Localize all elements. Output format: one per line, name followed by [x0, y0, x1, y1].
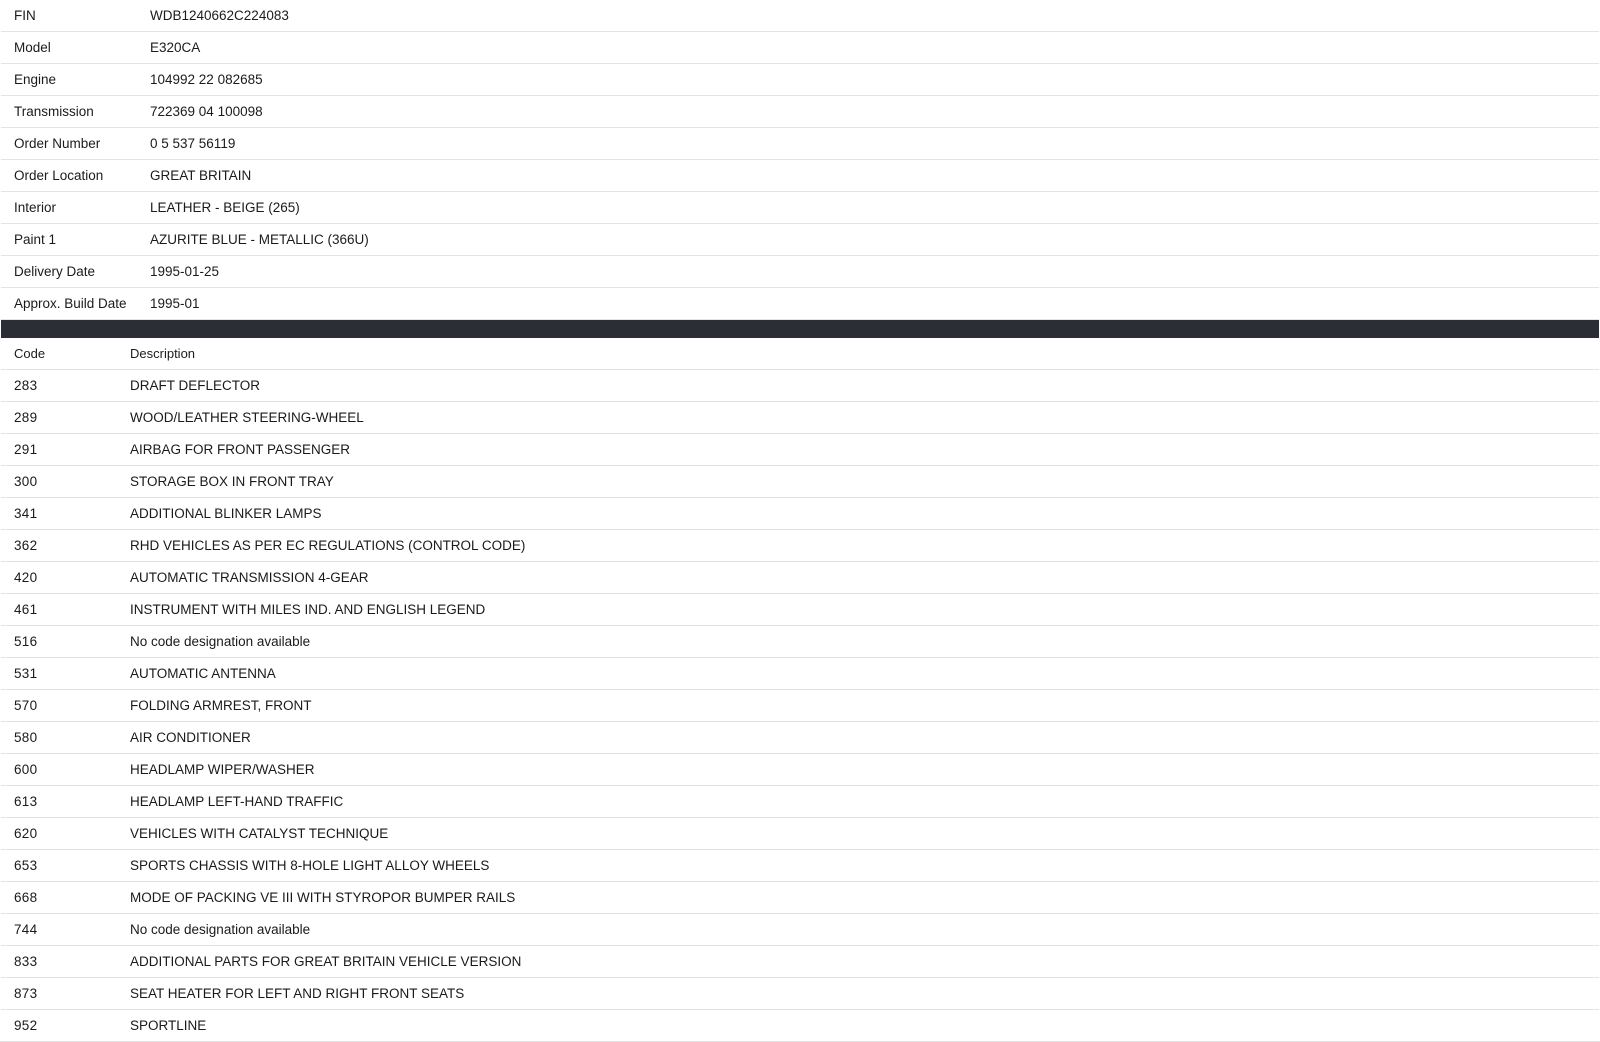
option-description: AUTOMATIC TRANSMISSION 4-GEAR	[72, 562, 1600, 594]
option-description: SPORTLINE	[72, 1010, 1600, 1042]
table-row	[0, 498, 1600, 530]
table-row	[0, 434, 1600, 466]
section-divider	[0, 320, 1600, 338]
table-row	[0, 946, 1600, 978]
table-row	[0, 370, 1600, 402]
option-description: SEAT HEATER FOR LEFT AND RIGHT FRONT SEATS	[72, 978, 1600, 1010]
table-row	[0, 32, 1600, 64]
spec-value: AZURITE BLUE - METALLIC (366U)	[150, 224, 1600, 256]
spec-value: 0 5 537 56119	[150, 128, 1600, 160]
spec-label: Order Location	[0, 160, 150, 192]
spec-label: Delivery Date	[0, 256, 150, 288]
table-row	[0, 466, 1600, 498]
option-code: 600	[0, 754, 72, 786]
spec-label: FIN	[0, 0, 150, 32]
table-row	[0, 882, 1600, 914]
table-row	[0, 754, 1600, 786]
option-description: AIRBAG FOR FRONT PASSENGER	[72, 434, 1600, 466]
table-header-row	[0, 338, 1600, 370]
table-row	[0, 978, 1600, 1010]
table-row	[0, 96, 1600, 128]
option-description: MODE OF PACKING VE III WITH STYROPOR BUMPER RAILS	[72, 882, 1600, 914]
spec-label: Interior	[0, 192, 150, 224]
spec-label: Order Number	[0, 128, 150, 160]
column-header-description: Description	[72, 338, 1600, 370]
spec-value: 104992 22 082685	[150, 64, 1600, 96]
spec-value: E320CA	[150, 32, 1600, 64]
spec-label: Approx. Build Date	[0, 288, 150, 320]
table-row	[0, 224, 1600, 256]
option-description: WOOD/LEATHER STEERING-WHEEL	[72, 402, 1600, 434]
option-description: AUTOMATIC ANTENNA	[72, 658, 1600, 690]
table-row	[0, 786, 1600, 818]
table-row	[0, 192, 1600, 224]
table-row	[0, 562, 1600, 594]
option-description: DRAFT DEFLECTOR	[72, 370, 1600, 402]
table-row	[0, 0, 1600, 32]
option-code: 873	[0, 978, 72, 1010]
spec-label: Engine	[0, 64, 150, 96]
vehicle-spec-table	[0, 0, 1600, 320]
table-row	[0, 658, 1600, 690]
spec-value: 1995-01	[150, 288, 1600, 320]
option-codes-body	[0, 370, 1600, 1042]
spec-value: WDB1240662C224083	[150, 0, 1600, 32]
option-code: 744	[0, 914, 72, 946]
option-code: 952	[0, 1010, 72, 1042]
spec-value: 722369 04 100098	[150, 96, 1600, 128]
vehicle-spec-body	[0, 0, 1600, 320]
table-row	[0, 914, 1600, 946]
table-row	[0, 818, 1600, 850]
option-code: 516	[0, 626, 72, 658]
table-row	[0, 160, 1600, 192]
table-row	[0, 288, 1600, 320]
option-description: STORAGE BOX IN FRONT TRAY	[72, 466, 1600, 498]
spec-label: Paint 1	[0, 224, 150, 256]
option-code: 420	[0, 562, 72, 594]
table-row	[0, 850, 1600, 882]
option-description: RHD VEHICLES AS PER EC REGULATIONS (CONTROL CODE)	[72, 530, 1600, 562]
spec-label: Transmission	[0, 96, 150, 128]
option-code: 653	[0, 850, 72, 882]
spec-value: GREAT BRITAIN	[150, 160, 1600, 192]
option-description: INSTRUMENT WITH MILES IND. AND ENGLISH LEGEND	[72, 594, 1600, 626]
option-code: 668	[0, 882, 72, 914]
option-description: FOLDING ARMREST, FRONT	[72, 690, 1600, 722]
table-row	[0, 530, 1600, 562]
table-row	[0, 1010, 1600, 1042]
option-code: 570	[0, 690, 72, 722]
option-description: ADDITIONAL PARTS FOR GREAT BRITAIN VEHICLE VERSION	[72, 946, 1600, 978]
table-row	[0, 594, 1600, 626]
table-row	[0, 402, 1600, 434]
option-codes-header	[0, 338, 1600, 370]
option-code: 283	[0, 370, 72, 402]
table-row	[0, 64, 1600, 96]
left-gutter	[0, 0, 1, 1024]
option-code: 289	[0, 402, 72, 434]
option-code: 531	[0, 658, 72, 690]
option-code: 291	[0, 434, 72, 466]
option-description: VEHICLES WITH CATALYST TECHNIQUE	[72, 818, 1600, 850]
option-code: 362	[0, 530, 72, 562]
option-description: No code designation available	[72, 626, 1600, 658]
option-code: 461	[0, 594, 72, 626]
option-code: 833	[0, 946, 72, 978]
option-description: SPORTS CHASSIS WITH 8-HOLE LIGHT ALLOY WHEELS	[72, 850, 1600, 882]
spec-label: Model	[0, 32, 150, 64]
table-row	[0, 722, 1600, 754]
option-code: 341	[0, 498, 72, 530]
spec-value: LEATHER - BEIGE (265)	[150, 192, 1600, 224]
option-codes-table	[0, 338, 1600, 1042]
option-code: 613	[0, 786, 72, 818]
option-code: 580	[0, 722, 72, 754]
option-description: ADDITIONAL BLINKER LAMPS	[72, 498, 1600, 530]
option-description: No code designation available	[72, 914, 1600, 946]
table-row	[0, 626, 1600, 658]
option-description: HEADLAMP WIPER/WASHER	[72, 754, 1600, 786]
option-description: HEADLAMP LEFT-HAND TRAFFIC	[72, 786, 1600, 818]
column-header-code: Code	[0, 338, 72, 370]
table-row	[0, 128, 1600, 160]
table-row	[0, 690, 1600, 722]
table-row	[0, 256, 1600, 288]
option-code: 300	[0, 466, 72, 498]
spec-value: 1995-01-25	[150, 256, 1600, 288]
option-code: 620	[0, 818, 72, 850]
option-description: AIR CONDITIONER	[72, 722, 1600, 754]
